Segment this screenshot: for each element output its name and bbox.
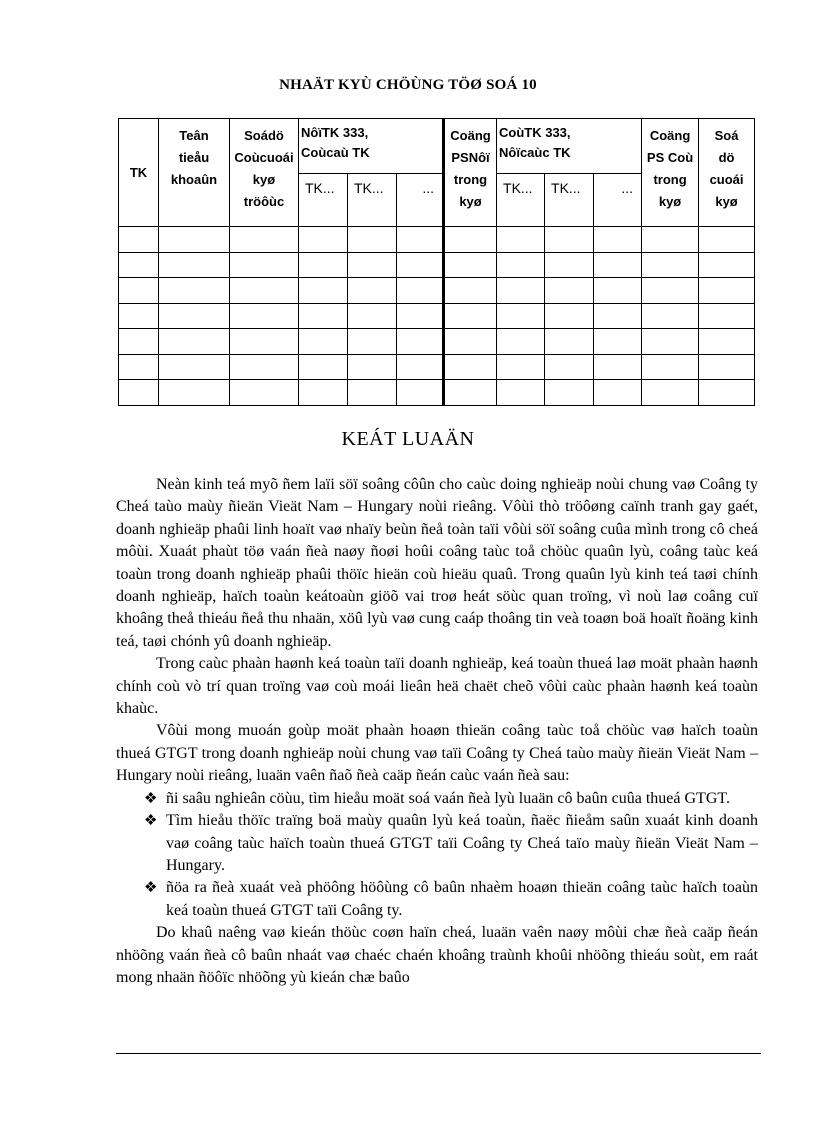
table-cell xyxy=(119,329,159,355)
table-cell xyxy=(545,252,594,278)
table-cell xyxy=(397,227,444,253)
table-cell xyxy=(299,278,348,304)
table-cell xyxy=(699,278,755,304)
table-cell xyxy=(594,329,642,355)
table-cell xyxy=(545,329,594,355)
paragraph-3: Vôùi mong muoán goùp moät phaàn hoaøn thieän coâng taùc toå chöùc vaø haïch toaùn thueá GTGT trong doanh nghieäp noùi chung vaø taïi Coâng ty Cheá taùo maùy ñieän Vieät Nam – Hungary noùi rieâng, luaän vaên ñaõ ñeà caäp ñeán caùc vaán ñeà sau: xyxy=(116,722,758,785)
table-cell xyxy=(497,354,545,380)
table-cell xyxy=(119,303,159,329)
table-cell xyxy=(159,329,230,355)
ledger-table xyxy=(118,118,755,406)
table-cell xyxy=(299,303,348,329)
table-cell xyxy=(699,354,755,380)
list-item: ❖ ñöa ra ñeà xuaát veà phöông höôùng cô baûn nhaèm hoaøn thieän coâng taùc haïch toaùn keá toaùn thueá GTGT taïi Coâng ty. xyxy=(144,879,758,919)
sub-col-co-tk-2: TK... xyxy=(545,174,594,227)
table-cell xyxy=(159,227,230,253)
table-cell xyxy=(348,227,397,253)
table-cell xyxy=(299,252,348,278)
table-cell xyxy=(230,227,299,253)
diamond-bullet-icon: ❖ xyxy=(144,790,158,807)
col-header-cong-ps-co: Coäng PS Coù trong kyø xyxy=(642,119,699,227)
table-cell xyxy=(397,354,444,380)
table-cell xyxy=(594,227,642,253)
table-cell xyxy=(348,354,397,380)
table-cell xyxy=(230,380,299,406)
table-cell xyxy=(444,252,497,278)
table-cell xyxy=(119,252,159,278)
list-item: ❖ Tìm hieåu thöïc traïng boä maùy quaûn lyù keá toaùn, ñaëc ñieåm saûn xuaát kinh doanh vaø coâng taùc haïch toaùn thueá GTGT taïi Coâng ty Cheá taïo maùy ñieän Vieät Nam – Hungary. xyxy=(144,812,758,874)
table-cell xyxy=(348,329,397,355)
table-cell xyxy=(444,329,497,355)
table-cell xyxy=(699,329,755,355)
table-cell xyxy=(230,278,299,304)
table-row xyxy=(119,227,755,253)
table-cell xyxy=(348,252,397,278)
table-row xyxy=(119,380,755,406)
table-cell xyxy=(545,227,594,253)
table-cell xyxy=(642,252,699,278)
section-title: KEÁT LUAÄN xyxy=(341,428,475,450)
table-cell xyxy=(642,380,699,406)
table-cell xyxy=(699,227,755,253)
table-cell xyxy=(119,354,159,380)
table-row xyxy=(119,329,755,355)
table-cell xyxy=(119,227,159,253)
table-cell xyxy=(594,303,642,329)
table-cell xyxy=(545,380,594,406)
sub-col-no-more: ... xyxy=(397,174,444,227)
col-header-tk: TK xyxy=(119,119,159,227)
table-cell xyxy=(545,354,594,380)
table-cell xyxy=(642,227,699,253)
table-cell xyxy=(299,354,348,380)
table-cell xyxy=(299,380,348,406)
table-cell xyxy=(545,303,594,329)
paragraph-2: Trong caùc phaàn haønh keá toaùn taïi doanh nghieäp, keá toaùn thueá laø moät phaàn haønh chính coù vò trí quan troïng vaø coù moái lieân heä chaët cheõ vôùi caùc phaàn haønh keá toaùn khaùc. xyxy=(116,655,758,718)
table-cell xyxy=(594,252,642,278)
table-cell xyxy=(119,380,159,406)
table-row xyxy=(119,354,755,380)
sub-col-no-tk-1: TK... xyxy=(299,174,348,227)
table-cell xyxy=(230,303,299,329)
col-header-so-du-co-cuoi: Soádö Coùcuoái kyø tröôùc xyxy=(230,119,299,227)
table-cell xyxy=(444,354,497,380)
table-row xyxy=(119,303,755,329)
col-group-no: NôïTK 333, Coùcaù TK xyxy=(299,119,444,174)
table-cell xyxy=(397,380,444,406)
table-cell xyxy=(699,380,755,406)
table-cell xyxy=(397,278,444,304)
table-cell xyxy=(159,354,230,380)
table-cell xyxy=(497,303,545,329)
col-header-cong-ps-no: Coäng PSNôï trong kyø xyxy=(444,119,497,227)
table-cell xyxy=(348,380,397,406)
table-cell xyxy=(230,354,299,380)
table-cell xyxy=(444,227,497,253)
table-cell xyxy=(545,278,594,304)
table-title: NHAÄT KYÙ CHÖÙNG TÖØ SOÁ 10 xyxy=(279,77,537,93)
table-cell xyxy=(444,380,497,406)
table-cell xyxy=(594,380,642,406)
table-cell xyxy=(444,303,497,329)
table-cell xyxy=(397,329,444,355)
bullet-list xyxy=(116,788,758,922)
table-cell xyxy=(119,278,159,304)
table-cell xyxy=(397,252,444,278)
list-item: ❖ ñi saâu nghieân cöùu, tìm hieåu moät soá vaán ñeà lyù luaän cô baûn cuûa thueá GTGT. xyxy=(116,788,758,810)
sub-col-co-more: ... xyxy=(594,174,642,227)
col-header-ten-tieu-khoan: Teân tieåu khoaûn xyxy=(159,119,230,227)
paragraph-closing: Do khaû naêng vaø kieán thöùc coøn haïn cheá, luaän vaên naøy môùi chæ ñeà caäp ñeán nhöõng vaán ñeà cô baûn nhaát vaø chaéc chaén khoâng traùnh khoûi nhöõng thieáu soùt, em raát mong nhaän ñöôïc nhöõng yù kieán chæ baûo xyxy=(116,924,758,986)
table-cell xyxy=(348,303,397,329)
table-cell xyxy=(159,380,230,406)
table-row xyxy=(119,252,755,278)
diamond-bullet-icon: ❖ xyxy=(144,880,158,897)
table-cell xyxy=(497,252,545,278)
table-cell xyxy=(159,278,230,304)
table-cell xyxy=(497,380,545,406)
table-row xyxy=(119,278,755,304)
table-cell xyxy=(299,227,348,253)
table-cell xyxy=(497,227,545,253)
body-text xyxy=(116,474,758,989)
table-cell xyxy=(348,278,397,304)
table-cell xyxy=(642,329,699,355)
table-cell xyxy=(159,303,230,329)
table-cell xyxy=(397,303,444,329)
table-cell xyxy=(299,329,348,355)
table-cell xyxy=(594,354,642,380)
table-cell xyxy=(497,329,545,355)
table-cell xyxy=(497,278,545,304)
table-cell xyxy=(642,354,699,380)
table-cell xyxy=(230,329,299,355)
table-cell xyxy=(230,252,299,278)
table-cell xyxy=(642,278,699,304)
footer-divider xyxy=(116,1053,761,1054)
table-cell xyxy=(594,278,642,304)
table-cell xyxy=(699,303,755,329)
sub-col-co-tk-1: TK... xyxy=(497,174,545,227)
col-header-so-du-cuoi: Soá dö cuoái kyø xyxy=(699,119,755,227)
table-cell xyxy=(159,252,230,278)
paragraph-1: Neàn kinh teá myõ ñem laïi söï soâng côûn cho caùc doing nghieäp noùi chung vaø Coâng ty Cheá taùo maùy ñieän Vieät Nam – Hungary noùi rieâng. Vôùi thò tröôøng caïnh tranh gay gaét, doanh nghieäp phaûi linh hoaït vaø nhaïy beùn ñeå toàn taïi vôùi söï soâng cuûa mình trong cô cheá môùi. Xuaát phaùt töø vaán ñeà naøy ñoøi hoûi coâng taùc toå chöùc quaûn lyù, coâng taùc keá toaùn trong doanh nghieäp phaûi thöïc hieän coù hieäu quaû. Trong quaûn lyù kinh teá taøi chính doanh nghieäp, haïch toaùn keátoaùn giöõ vai troø heát söùc quan troïng, vì noù laø coâng cuï khoâng theå thieáu ñeå thu nhaän, xöû lyù vaø cung caáp thoâng tin veà toaøn boä hoaït ñoäng kinh teá, taøi chónh yû doanh nghieäp. xyxy=(116,476,758,650)
diamond-bullet-icon: ❖ xyxy=(144,813,158,830)
table-cell xyxy=(444,278,497,304)
sub-col-no-tk-2: TK... xyxy=(348,174,397,227)
col-group-co: CoùTK 333, Nôïcaùc TK xyxy=(497,119,642,174)
table-cell xyxy=(642,303,699,329)
table-cell xyxy=(699,252,755,278)
